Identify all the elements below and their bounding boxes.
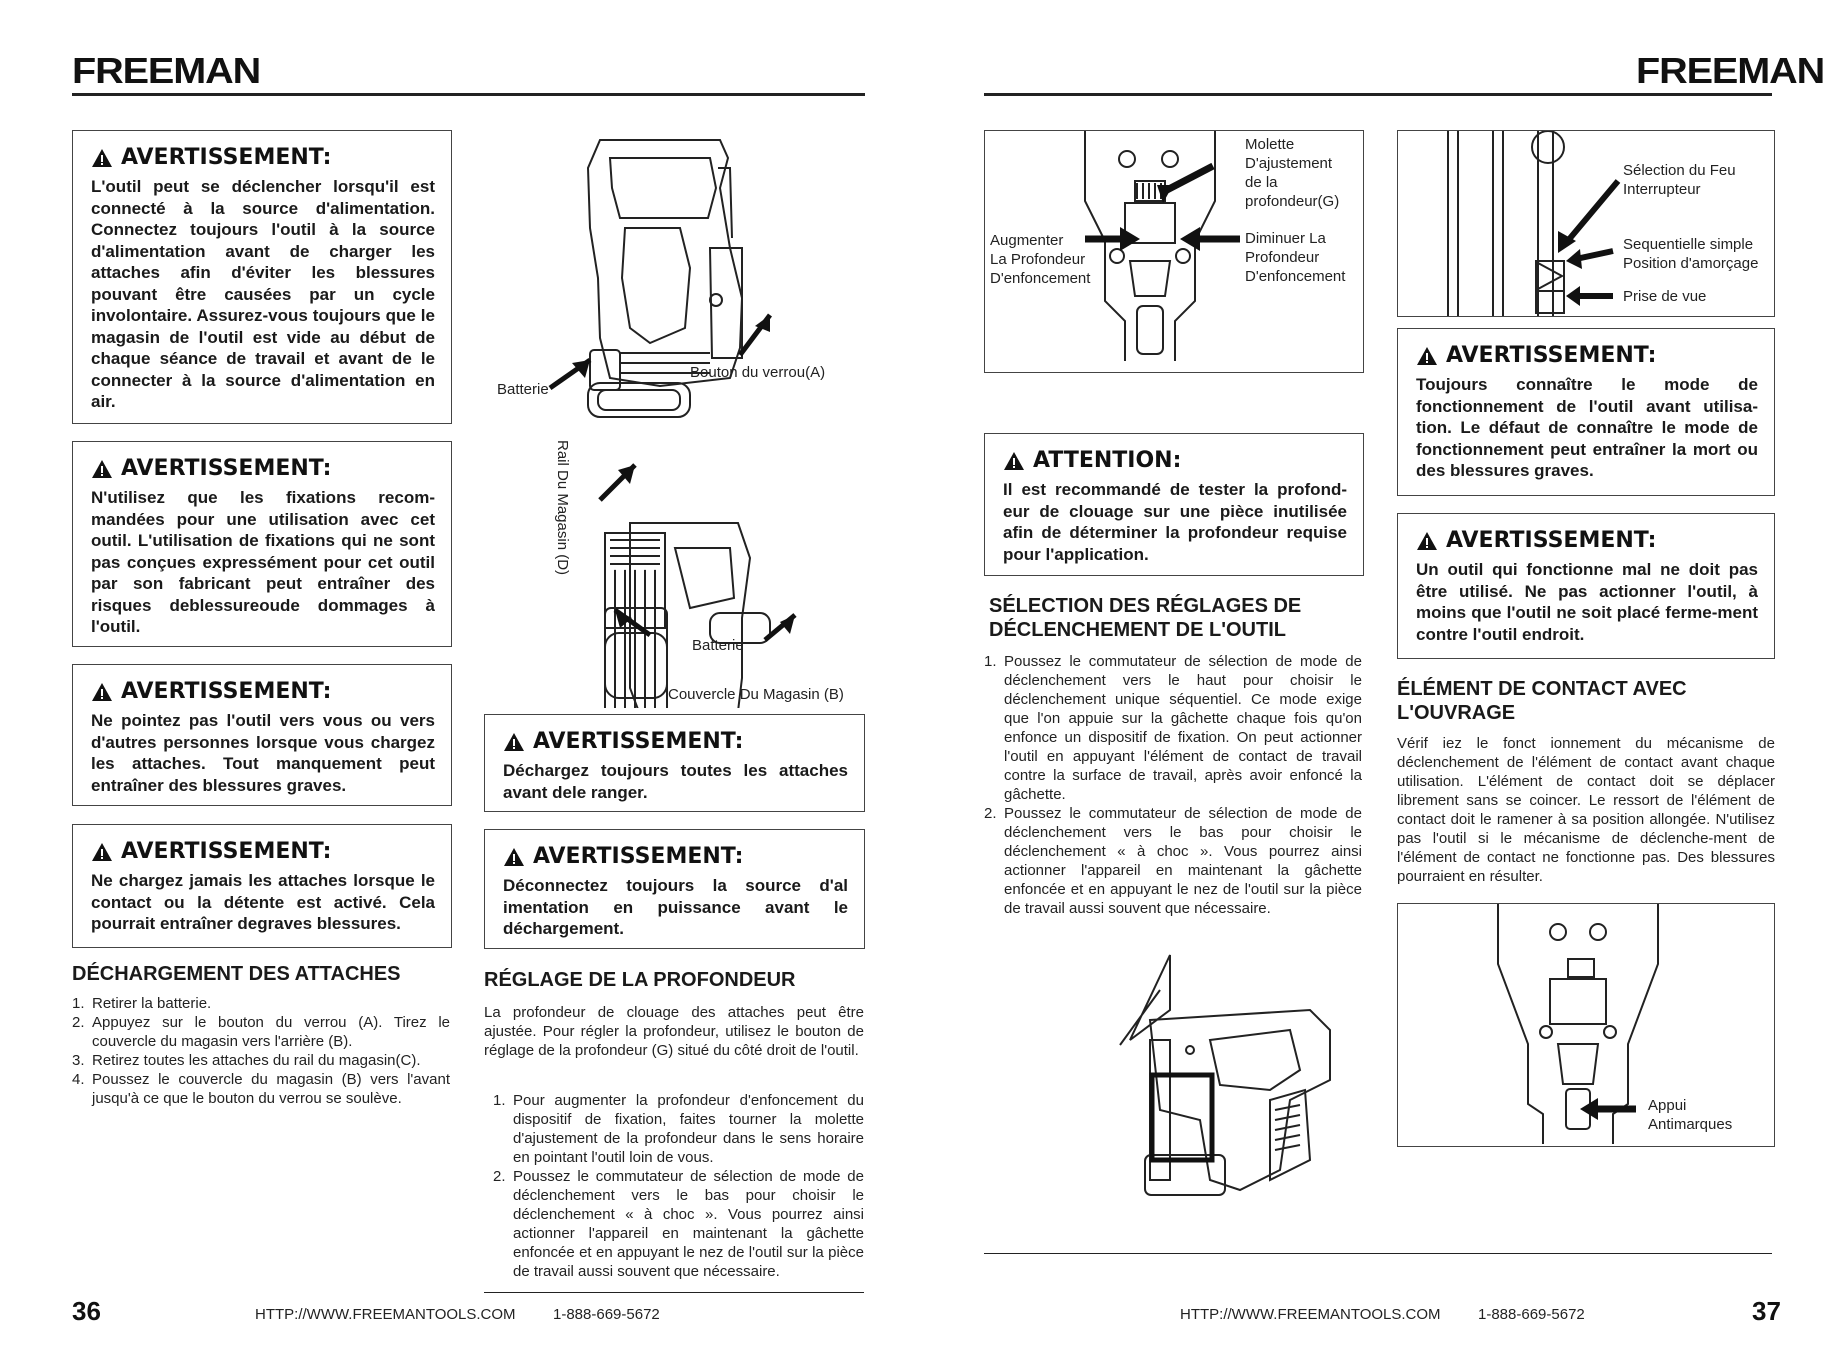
page-number-right: 37: [1752, 1296, 1781, 1326]
label-rail-magasin: Rail Du Magasin (D): [554, 440, 571, 576]
warning-box-5: [484, 714, 865, 812]
warning-text: Ne pointez pas l'outil vers vous ou vers d'autres personnes lorsque vous chargez les attaches. Tout manquement peut entraîner des blessures graves.: [91, 711, 435, 795]
warning-triangle-icon: [503, 847, 525, 867]
freeman-logo-right: FREEMAN: [1636, 50, 1825, 91]
list-item: 1. Retirer la batterie.: [72, 995, 212, 1012]
depth-intro: La profondeur de clouage des attaches peut être ajustée. Pour régler la profondeur, utilisez le bouton de réglage de la profondeur (G) situé du côté droit de l'outil.: [484, 1004, 864, 1059]
fire-selection-figure: [1397, 130, 1775, 317]
attention-text: Il est recommandé de tester la profond-eur de clouage sur une pièce inutilisée afin de déterminer la profondeur requise pour l'application.: [1003, 480, 1347, 564]
freeman-logo-left: FREEMAN: [72, 50, 261, 91]
contact-heading: ÉLÉMENT DE CONTACT AVEC L'OUVRAGE: [1397, 678, 1687, 724]
list-item: 1. Poussez le commutateur de sélection de mode de déclenchement vers le haut pour choisir le déclenchement unique séquentiel. Ce mode exige que l'on appuie sur la gâchette chaque fois qu'on enfonce un dispositif de fixation. On peut actionner l'outil en appuyant l'élément de contact de travail contre la surface de travail, après avoir enfoncé la gâchette.: [984, 653, 1362, 803]
warning-box-2: [72, 441, 452, 647]
header-rule-left: [72, 93, 865, 96]
warning-box-3: [72, 664, 452, 806]
warning-triangle-icon: [1416, 346, 1438, 366]
footer-url-right[interactable]: HTTP://WWW.FREEMANTOOLS.COM: [1180, 1306, 1441, 1323]
label-bouton-verrou: Bouton du verrou(A): [690, 364, 826, 381]
warning-triangle-icon: [91, 459, 113, 479]
label-molette: Molette D'ajustement de la profondeur(G): [1245, 136, 1340, 210]
appui-arrow: [1578, 1094, 1638, 1124]
list-item: 2. Poussez le commutateur de sélection de mode de déclenchement vers le bas pour choisir le déclenchement « à choc ». Vous pourrez ainsi actionner l'appareil en maintenant la gâchette enfoncée et en appuyant le nez de l'outil sur la pièce de travail aussi souvent que nécessaire.: [493, 1168, 864, 1280]
warning-box-6: [484, 829, 865, 949]
list-item: 2. Poussez le commutateur de sélection de mode de déclenchement vers le bas pour choisir le déclenchement « à choc ». Vous pourrez ainsi actionner l'appareil en maintenant la gâchette enfoncée et en appuyant le nez de l'outil sur la pièce de travail aussi souvent que nécessaire.: [984, 805, 1362, 917]
warning-title: AVERTISSEMENT:: [503, 844, 848, 869]
unload-heading: DÉCHARGEMENT DES ATTACHES: [72, 963, 401, 985]
label-appui-antimarques: Appui Antimarques: [1648, 1097, 1733, 1133]
depth-steps: [493, 1091, 864, 1281]
warning-triangle-icon: [503, 732, 525, 752]
depth-heading: RÉGLAGE DE LA PROFONDEUR: [484, 969, 796, 991]
warning-title: AVERTISSEMENT:: [91, 456, 435, 481]
trigger-heading: SÉLECTION DES RÉGLAGES DE DÉCLENCHEMENT DE L'OUTIL: [989, 595, 1302, 641]
warning-text: Ne chargez jamais les attaches lorsque le contact ou la détente est activé. Cela pourrait entraîner degraves blessures.: [91, 871, 435, 933]
label-batterie-top: Batterie: [497, 381, 549, 398]
attention-title: ATTENTION:: [1003, 448, 1347, 473]
depth-adjust-figure: [984, 130, 1364, 373]
warning-text: Toujours connaître le mode de fonctionnement de l'outil avant utilisa-tion. Le défaut de connaître le mode de fonctionnement peut entraîner la mort ou des blessures graves.: [1416, 375, 1758, 480]
list-item: 4. Poussez le couvercle du magasin (B) vers l'avant jusqu'à ce que le bouton du verrou se soulève.: [72, 1071, 450, 1107]
warning-title: AVERTISSEMENT:: [91, 679, 435, 704]
warning-title: AVERTISSEMENT:: [1416, 343, 1758, 368]
warning-title: AVERTISSEMENT:: [91, 839, 435, 864]
label-prise-de-vue: Prise de vue: [1623, 288, 1707, 305]
label-selection-feu: Sélection du Feu Interrupteur: [1623, 162, 1736, 198]
warning-triangle-icon: [91, 842, 113, 862]
footer-rule-left: [484, 1292, 864, 1293]
list-item: 3. Retirez toutes les attaches du rail du magasin(C).: [72, 1052, 421, 1069]
attention-box: [984, 433, 1364, 576]
divider-right: [984, 1253, 1772, 1254]
warning-box-4: [72, 824, 452, 948]
list-item: 2. Appuyez sur le bouton du verrou (A). Tirez le couvercle du magasin vers l'arrière (B).: [72, 1014, 450, 1050]
header-rule-right: [984, 93, 1772, 96]
label-sequentielle: Sequentielle simple Position d'amorçage: [1623, 236, 1759, 272]
label-diminuer: Diminuer La Profondeur D'enfoncement: [1245, 230, 1346, 285]
warning-box-8: [1397, 513, 1775, 659]
trigger-steps: [984, 652, 1362, 918]
list-item: 1. Pour augmenter la profondeur d'enfoncement du dispositif de fixation, faites tourner la molette d'ajustement de la profondeur dans le sens horaire en pointant l'outil loin de vous.: [493, 1092, 864, 1166]
warning-text: N'utilisez que les fixations recom-mandées pour une utilisation avec cet outil. L'utilisation de fixations qui ne sont pas conçues expressément pour cet outil par son fabricant peut entraîner des risques deblessureoude dommages à l'outil.: [91, 488, 435, 636]
footer-url-left[interactable]: HTTP://WWW.FREEMANTOOLS.COM: [255, 1306, 516, 1323]
warning-triangle-icon: [1003, 451, 1025, 471]
contact-element-figure: [1397, 903, 1775, 1147]
warning-title: AVERTISSEMENT:: [91, 145, 435, 170]
warning-box-7: [1397, 328, 1775, 496]
warning-text: Un outil qui fonctionne mal ne doit pas être utilisé. Ne pas actionner l'outil, à moins que l'outil ne soit placé ferme-ment contre l'outil endroit.: [1416, 560, 1758, 644]
warning-text: Déconnectez toujours la source d'al imentation en puissance avant le déchargement.: [503, 876, 848, 938]
callout-arrows-left-figs: [540, 300, 860, 680]
label-batterie-bottom: Batterie: [692, 637, 744, 654]
label-augmenter: Augmenter La Profondeur D'enfoncement: [990, 232, 1091, 287]
label-couvercle-magasin: Couvercle Du Magasin (B): [668, 686, 844, 703]
warning-triangle-icon: [91, 148, 113, 168]
page-number-left: 36: [72, 1296, 101, 1326]
switch-drawing: [1398, 131, 1774, 316]
warning-box-1: [72, 130, 452, 424]
warning-text: Déchargez toujours toutes les attaches avant dele ranger.: [503, 761, 848, 802]
warning-triangle-icon: [1416, 531, 1438, 551]
warning-text: L'outil peut se déclencher lorsqu'il est connecté à la source d'alimentation. Connectez toujours l'outil à la source d'alimentation avant de charger les attaches afin d'éviter les blessures pouvant être causées par un cycle involontaire. Assurez-vous toujours que le magasin de l'outil est vide au début de chaque séance de travail et avant de le connecter à la source d'alimentation en air.: [91, 177, 435, 411]
warning-triangle-icon: [91, 682, 113, 702]
footer-phone-right: 1-888-669-5672: [1478, 1306, 1585, 1323]
warning-title: AVERTISSEMENT:: [1416, 528, 1758, 553]
footer-phone-left: 1-888-669-5672: [553, 1306, 660, 1323]
warning-title: AVERTISSEMENT:: [503, 729, 848, 754]
nailer-illustration-side: [1090, 950, 1370, 1220]
contact-text: Vérif iez le fonct ionnement du mécanisme de déclenchement de l'élément de contact avant chaque utilisation. L'élément de contact doit se déplacer librement sans se coincer. Le ressort de l'élément de contact doit le ramener à sa position allongée. N'utilisez pas l'outil si le mécanisme de déclenche-ment de l'élément de contact ne fonctionne pas. Des blessures pourraient en résulter.: [1397, 735, 1775, 885]
unload-steps: [72, 994, 450, 1108]
